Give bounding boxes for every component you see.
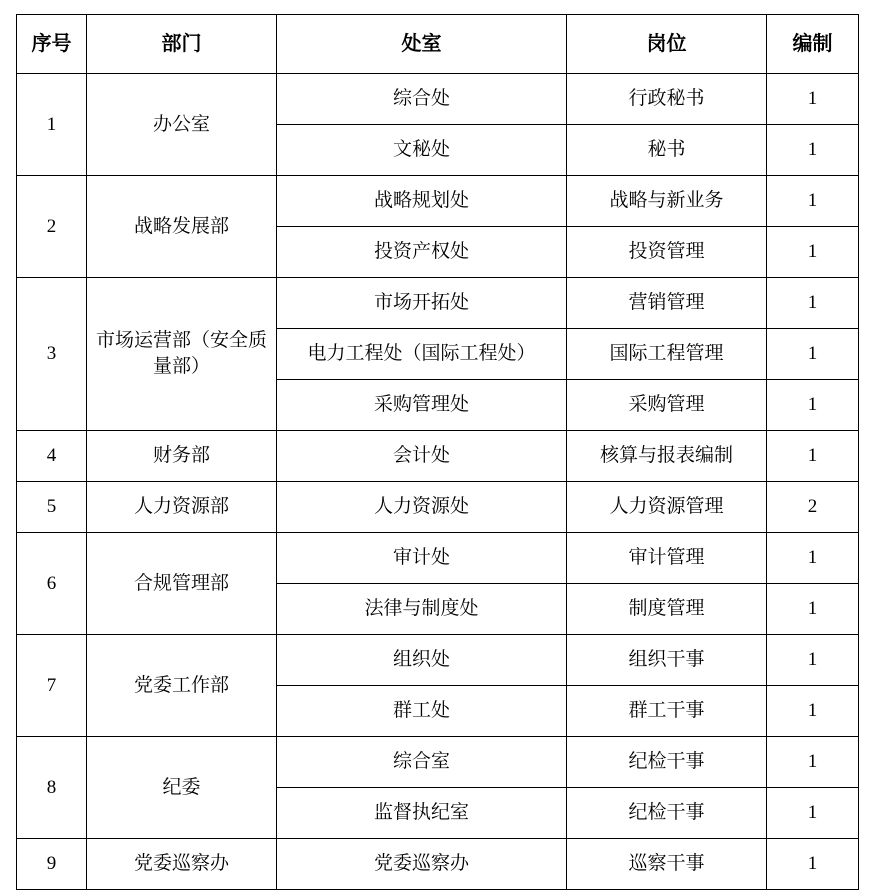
cell-division: 采购管理处: [277, 380, 567, 431]
cell-department: 办公室: [87, 74, 277, 176]
table-row: [17, 635, 859, 686]
table-header: [17, 15, 859, 74]
cell-department: 市场运营部（安全质量部）: [87, 278, 277, 431]
cell-department: 财务部: [87, 431, 277, 482]
cell-division: 文秘处: [277, 125, 567, 176]
cell-seq: 5: [17, 482, 87, 533]
cell-post: 战略与新业务: [567, 176, 767, 227]
column-header-quota: 编制: [767, 15, 859, 74]
table-row: [17, 533, 859, 584]
cell-post: 巡察干事: [567, 839, 767, 890]
cell-quota: 1: [767, 533, 859, 584]
cell-post: 审计管理: [567, 533, 767, 584]
table-row: [17, 431, 859, 482]
cell-department: 人力资源部: [87, 482, 277, 533]
cell-post: 行政秘书: [567, 74, 767, 125]
cell-post: 人力资源管理: [567, 482, 767, 533]
cell-post: 国际工程管理: [567, 329, 767, 380]
table-row: [17, 176, 859, 227]
table-header-row: [17, 15, 859, 74]
cell-division: 群工处: [277, 686, 567, 737]
cell-division: 组织处: [277, 635, 567, 686]
cell-post: 营销管理: [567, 278, 767, 329]
cell-division: 人力资源处: [277, 482, 567, 533]
cell-quota: 1: [767, 635, 859, 686]
table-row: [17, 278, 859, 329]
cell-department: 战略发展部: [87, 176, 277, 278]
cell-post: 投资管理: [567, 227, 767, 278]
cell-division: 投资产权处: [277, 227, 567, 278]
cell-post: 核算与报表编制: [567, 431, 767, 482]
column-header-department: 部门: [87, 15, 277, 74]
cell-seq: 3: [17, 278, 87, 431]
cell-seq: 9: [17, 839, 87, 890]
column-header-seq: 序号: [17, 15, 87, 74]
cell-division: 党委巡察办: [277, 839, 567, 890]
cell-division: 市场开拓处: [277, 278, 567, 329]
cell-quota: 1: [767, 839, 859, 890]
cell-post: 秘书: [567, 125, 767, 176]
cell-quota: 1: [767, 227, 859, 278]
cell-quota: 1: [767, 176, 859, 227]
cell-post: 群工干事: [567, 686, 767, 737]
table-row: [17, 74, 859, 125]
table-row: [17, 482, 859, 533]
cell-seq: 1: [17, 74, 87, 176]
cell-post: 制度管理: [567, 584, 767, 635]
cell-department: 党委工作部: [87, 635, 277, 737]
table-row: [17, 839, 859, 890]
cell-division: 综合处: [277, 74, 567, 125]
cell-quota: 1: [767, 431, 859, 482]
column-header-division: 处室: [277, 15, 567, 74]
cell-department: 纪委: [87, 737, 277, 839]
table-body: [17, 74, 859, 890]
column-header-post: 岗位: [567, 15, 767, 74]
table-row: [17, 737, 859, 788]
cell-division: 战略规划处: [277, 176, 567, 227]
cell-quota: 1: [767, 788, 859, 839]
cell-seq: 6: [17, 533, 87, 635]
organization-staffing-table: [16, 14, 859, 890]
cell-department: 合规管理部: [87, 533, 277, 635]
cell-division: 电力工程处（国际工程处）: [277, 329, 567, 380]
cell-quota: 1: [767, 584, 859, 635]
cell-division: 综合室: [277, 737, 567, 788]
cell-post: 组织干事: [567, 635, 767, 686]
cell-quota: 1: [767, 737, 859, 788]
cell-quota: 1: [767, 380, 859, 431]
cell-quota: 1: [767, 686, 859, 737]
cell-division: 审计处: [277, 533, 567, 584]
cell-seq: 8: [17, 737, 87, 839]
cell-division: 法律与制度处: [277, 584, 567, 635]
cell-quota: 1: [767, 329, 859, 380]
cell-division: 会计处: [277, 431, 567, 482]
cell-quota: 1: [767, 278, 859, 329]
cell-post: 纪检干事: [567, 788, 767, 839]
cell-quota: 1: [767, 125, 859, 176]
cell-post: 纪检干事: [567, 737, 767, 788]
cell-division: 监督执纪室: [277, 788, 567, 839]
cell-quota: 2: [767, 482, 859, 533]
cell-department: 党委巡察办: [87, 839, 277, 890]
cell-post: 采购管理: [567, 380, 767, 431]
cell-seq: 2: [17, 176, 87, 278]
cell-seq: 4: [17, 431, 87, 482]
cell-seq: 7: [17, 635, 87, 737]
cell-quota: 1: [767, 74, 859, 125]
